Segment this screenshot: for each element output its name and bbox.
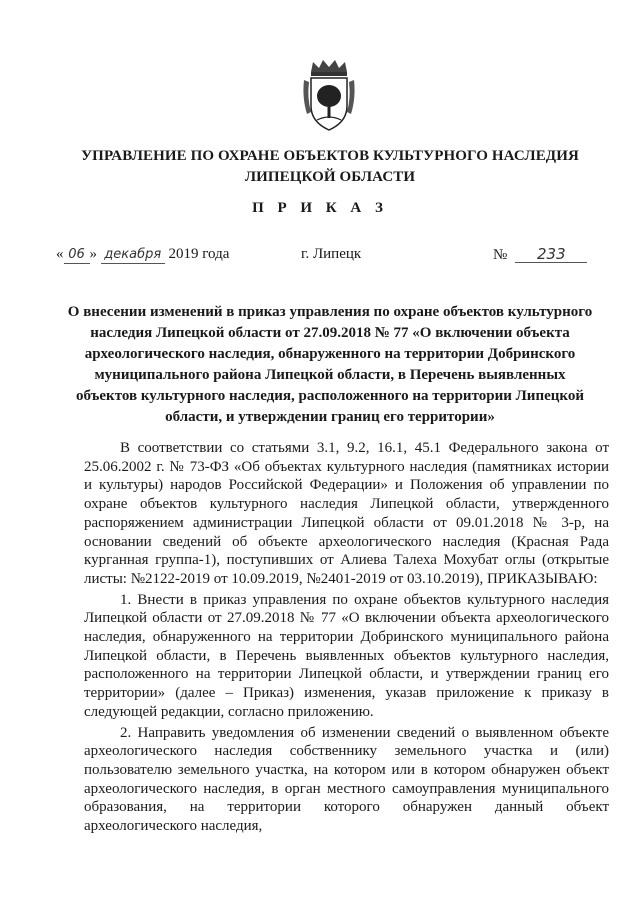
organization-title: УПРАВЛЕНИЕ ПО ОХРАНЕ ОБЪЕКТОВ КУЛЬТУРНОГО НАСЛЕДИЯ ЛИПЕЦКОЙ ОБЛАСТИ — [81, 148, 579, 185]
quote-close: » — [89, 246, 97, 262]
document-body — [84, 439, 609, 836]
date-month: декабря — [101, 247, 165, 264]
document-date — [56, 246, 229, 268]
document-city: г. Липецк — [301, 246, 362, 262]
number-label: № — [493, 247, 508, 263]
number-value: 233 — [515, 246, 587, 263]
paragraph-item-2: 2. Направить уведомления об изменении сведений о выявленном объекте археологического наследия собственнику земельного участка и (или) пользователю земельного участка, на котором или в котором обнаружен объект археологического наследия, в орган местного самоуправления муниципального образования, на территории которого обнаружен данный объект археологического наследия, — [84, 724, 609, 835]
document-type: П Р И К А З — [252, 200, 388, 216]
date-year: 2019 года — [168, 246, 230, 262]
paragraph-item-1: 1. Внести в приказ управления по охране объектов культурного наследия Липецкой области от 27.09.2018 № 77 «О включении объекта археологического наследия, обнаруженного на территории Добринского муниципального района Липецкой области, в Перечень выявленных объектов культурного наследия, расположенного на территории Липецкой области, и утверждении границ его территории» (далее – Приказ) изменения, указав приложение к приказу в следующей редакции, согласно приложению. — [84, 591, 609, 720]
coat-of-arms-icon — [301, 58, 357, 134]
date-day: 06 — [64, 247, 90, 264]
quote-open: « — [56, 246, 64, 262]
document-subject: О внесении изменений в приказ управления по охране объектов культурного наследия Липецкой области от 27.09.2018 № 77 «О включении объекта археологического наследия, обнаруженного на территории Добринского муниципального района Липецкой области, в Перечень выявленных объектов культурного наследия, расположенного на территории Липецкой области, и утверждении границ его территории» — [67, 304, 593, 425]
paragraph-preamble: В соответствии со статьями 3.1, 9.2, 16.1, 45.1 Федерального закона от 25.06.2002 г. № 73-ФЗ «Об объектах культурного наследия (памятниках истории и культуры) народов Российской Федерации» и Положения об управлении по охране объектов культурного наследия Липецкой области, утвержденного распоряжением администрации Липецкой области от 09.01.2018 № 3-р, на основании сведений об объекте археологического наследия (Красная Рада курганная группа-1), поступивших от Алиева Талеха Мохубат оглы (открытые листы: №2122-2019 от 10.09.2019, №2401-2019 от 03.10.2019), ПРИКАЗЫВАЮ: — [84, 440, 609, 587]
document-number — [493, 246, 587, 268]
